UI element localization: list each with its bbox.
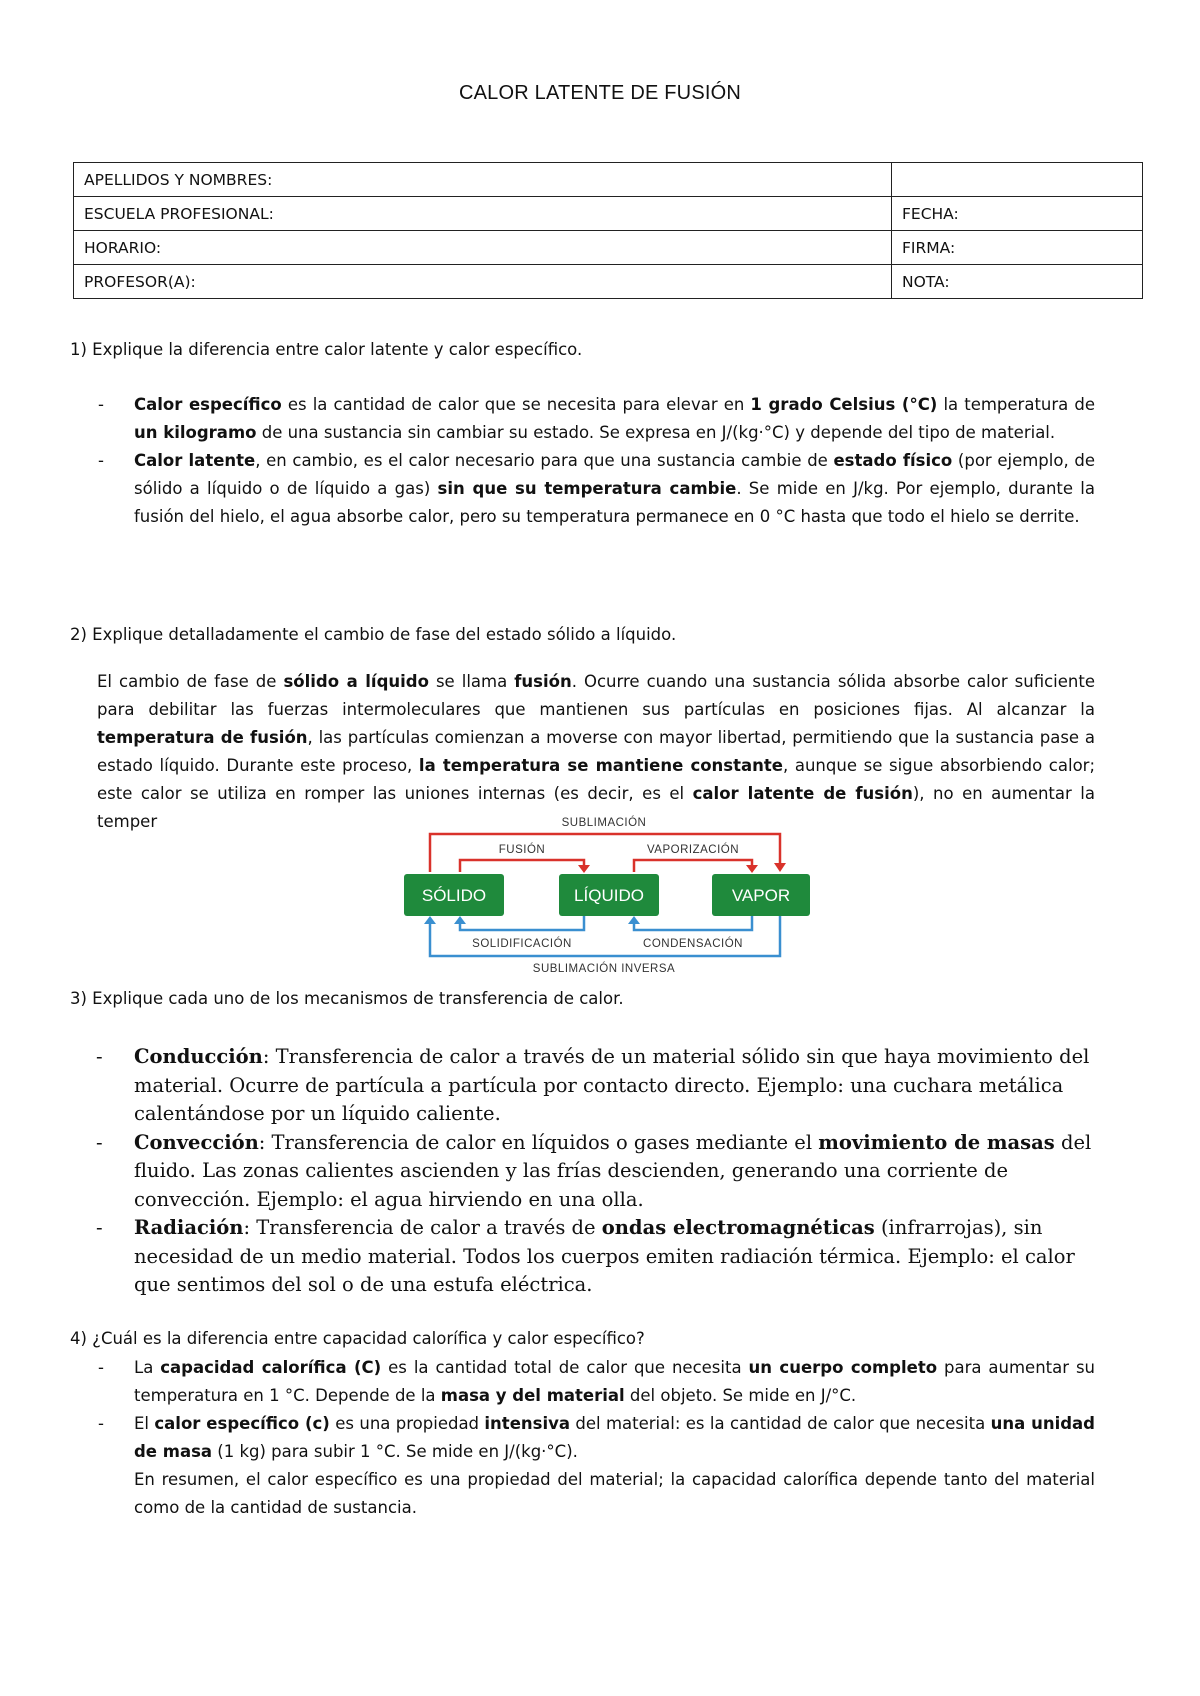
text-run: es la cantidad total de calor que necesita — [381, 1358, 749, 1377]
label-sublimacion: SUBLIMACIÓN — [561, 817, 647, 829]
text-run: del material: es la cantidad de calor que necesita — [570, 1414, 991, 1433]
answer-3 — [70, 1043, 1095, 1300]
bold-term: Calor específico — [134, 395, 282, 414]
list-item — [70, 391, 1095, 447]
text-run: para aumentar su temperatura en 1 °C. Depende de la — [134, 1358, 1096, 1405]
answer-1 — [70, 391, 1095, 531]
text-run: ), no en aumentar la temper — [97, 784, 1095, 831]
bold-term: ondas electromagnéticas — [601, 1216, 875, 1239]
table-row — [74, 231, 1143, 265]
text-run: . Se mide en J/kg. Por ejemplo, durante la fusión del hielo, el agua absorbe calor, pero su temperatura permanece en 0 °C hasta que todo el hielo se derrite. — [134, 479, 1096, 526]
list-item — [70, 447, 1095, 531]
bold-term: un kilogramo — [134, 423, 257, 442]
list-item — [70, 1214, 1095, 1300]
answer-4 — [70, 1354, 1095, 1522]
text-run: es la cantidad de calor que se necesita para elevar en — [281, 395, 751, 414]
bold-term: temperatura de fusión — [97, 728, 308, 747]
table-row — [74, 163, 1143, 197]
label-sublimacion-inversa: SUBLIMACIÓN INVERSA — [532, 963, 676, 975]
bullet-dash: - — [98, 1414, 104, 1433]
question-1: 1) Explique la diferencia entre calor latente y calor específico. — [70, 340, 583, 359]
nota-cell: NOTA: — [892, 265, 1143, 299]
bold-term: una unidad de masa — [134, 1414, 1095, 1461]
firma-cell: FIRMA: — [892, 231, 1143, 265]
text-run: , en cambio, es el calor necesario para que una sustancia cambie de — [255, 451, 834, 470]
summary-text: En resumen, el calor específico es una propiedad del material; la capacidad calorífica depende tanto del material como de la cantidad de sustancia. — [134, 1470, 1095, 1517]
label-fusion: FUSIÓN — [498, 844, 546, 856]
question-3: 3) Explique cada uno de los mecanismos de transferencia de calor. — [70, 989, 624, 1008]
bold-term: fusión — [514, 672, 572, 691]
question-4: 4) ¿Cuál es la diferencia entre capacidad calorífica y calor específico? — [70, 1329, 645, 1348]
apellidos-value-cell — [892, 163, 1143, 197]
bullet-dash: - — [98, 1358, 104, 1377]
horario-cell: HORARIO: — [74, 231, 892, 265]
bullet-dash: - — [96, 1216, 103, 1239]
list-item — [70, 1129, 1095, 1215]
text-run: del objeto. Se mide en J/°C. — [624, 1386, 857, 1405]
list-item — [70, 1354, 1095, 1410]
text-run: El cambio de fase de — [97, 672, 284, 691]
text-run: : Transferencia de calor a través de un material sólido sin que haya movimiento del material. Ocurre de partícula a partícula por contacto directo. Ejemplo: una cuchara metálica calentándose por un líquido caliente. — [134, 1045, 1090, 1125]
text-run: La — [134, 1358, 161, 1377]
phase-change-diagram — [398, 806, 816, 976]
bold-term: intensiva — [484, 1414, 570, 1433]
bold-term: calor latente de fusión — [692, 784, 913, 803]
bold-term: la temperatura se mantiene constante — [418, 756, 783, 775]
fecha-cell: FECHA: — [892, 197, 1143, 231]
question-2: 2) Explique detalladamente el cambio de fase del estado sólido a líquido. — [70, 625, 677, 644]
bullet-dash: - — [96, 1045, 103, 1068]
label-solidificacion: SOLIDIFICACIÓN — [472, 938, 572, 950]
text-run: la temperatura de — [937, 395, 1095, 414]
bold-term: un cuerpo completo — [748, 1358, 938, 1377]
bold-term: sólido a líquido — [283, 672, 429, 691]
bullet-dash: - — [98, 395, 104, 414]
label-condensacion: CONDENSACIÓN — [643, 938, 743, 950]
table-row — [74, 265, 1143, 299]
bold-term: 1 grado Celsius (°C) — [750, 395, 938, 414]
text-run: . Ocurre cuando una sustancia sólida absorbe calor suficiente para debilitar las fuerzas intermoleculares que mantienen sus partículas en posiciones fijas. Al alcanzar la — [97, 672, 1095, 719]
student-info-table — [73, 162, 1143, 299]
bold-term: estado físico — [833, 451, 953, 470]
bold-term: Radiación — [134, 1216, 244, 1239]
bold-term: Convección — [134, 1130, 259, 1154]
bullet-dash: - — [96, 1130, 103, 1154]
bold-term: Conducción — [134, 1045, 263, 1068]
state-label-liquid: LÍQUIDO — [574, 886, 644, 905]
bold-term: sin que su temperatura cambie — [437, 479, 737, 498]
bold-term: masa y del material — [440, 1386, 625, 1405]
text-run: , las partículas comienzan a moverse con mayor libertad, permitiendo que la sustancia pase a estado líquido. Durante este proceso, — [97, 728, 1095, 775]
escuela-cell: ESCUELA PROFESIONAL: — [74, 197, 892, 231]
text-run: del fluido. Las zonas calientes ascienden y las frías descienden, generando una corriente de convección. Ejemplo: el agua hirviendo en una olla. — [134, 1130, 1092, 1211]
table-row — [74, 197, 1143, 231]
label-vaporizacion: VAPORIZACIÓN — [646, 844, 740, 856]
text-run: es una propiedad — [329, 1414, 485, 1433]
text-run: (por ejemplo, de sólido a líquido o de líquido a gas) — [134, 451, 1095, 498]
bold-term: capacidad calorífica (C) — [160, 1358, 382, 1377]
bold-term: movimiento de masas — [818, 1130, 1055, 1154]
text-run: (infrarrojas), sin necesidad de un medio material. Todos los cuerpos emiten radiación térmica. Ejemplo: el calor que sentimos del sol o de una estufa eléctrica. — [134, 1216, 1075, 1296]
bold-term: calor específico (c) — [154, 1414, 330, 1433]
text-run: se llama — [428, 672, 515, 691]
profesor-cell: PROFESOR(A): — [74, 265, 892, 299]
apellidos-cell: APELLIDOS Y NOMBRES: — [74, 163, 892, 197]
text-run: : Transferencia de calor a través de — [243, 1216, 602, 1239]
page-title: CALOR LATENTE DE FUSIÓN — [458, 82, 742, 104]
text-run: , aunque se sigue absorbiendo calor; este calor se utiliza en romper las uniones internas (es decir, es el — [97, 756, 1096, 803]
state-label-solid: SÓLIDO — [421, 886, 487, 905]
text-run: : Transferencia de calor en líquidos o gases mediante el — [258, 1130, 819, 1154]
bullet-dash: - — [98, 451, 104, 470]
text-run: de una sustancia sin cambiar su estado. Se expresa en J/(kg·°C) y depende del tipo de material. — [256, 423, 1056, 442]
state-label-vapor: VAPOR — [731, 886, 791, 905]
list-item — [70, 1043, 1095, 1129]
text-run: El — [134, 1414, 155, 1433]
bold-term: Calor latente — [134, 451, 256, 470]
text-run: (1 kg) para subir 1 °C. Se mide en J/(kg·°C). — [212, 1442, 578, 1461]
list-item — [70, 1410, 1095, 1522]
